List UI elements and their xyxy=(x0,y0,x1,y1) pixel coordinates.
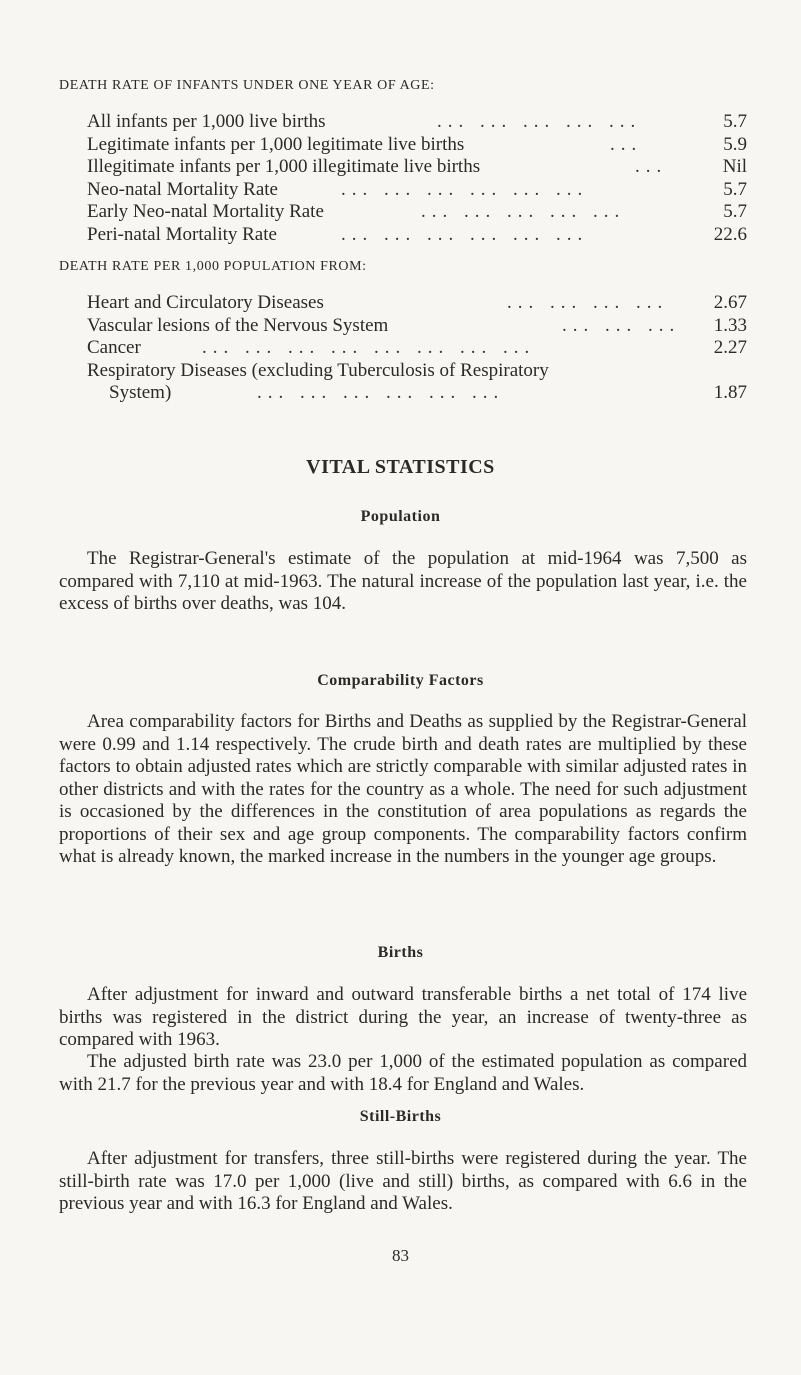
row-value: 5.7 xyxy=(723,111,747,132)
list-item xyxy=(87,134,747,157)
comparability-factors-paragraph: Area comparability factors for Births and Deaths as supplied by the Registrar-General were 0.99 and 1.14 respectively. The crude birth and death rates are multiplied by these factors to obtain adjusted rates which are strictly comparable with similar adjusted rates in other districts and with the rates for the country as a whole. The need for such adjustment is occasioned by the differences in the constitution of area populations as regards the proportions of their sex and age group components. The comparability factors confirm what is already known, the marked increase in the numbers in the younger age groups. xyxy=(59,711,747,867)
list-item xyxy=(87,292,747,315)
row-value: 1.87 xyxy=(713,382,747,403)
row-label: Cancer xyxy=(87,337,141,358)
population-paragraph: The Registrar-General's estimate of the population at mid-1964 was 7,500 as compared with 7,110 at mid-1963. The natural increase of the population last year, i.e. the excess of births over deaths, was 104. xyxy=(59,548,747,614)
row-label: Legitimate infants per 1,000 legitimate live births xyxy=(87,133,465,155)
leader-dots: ... ... ... ... ... xyxy=(437,111,642,132)
leader-dots: ... xyxy=(610,133,643,155)
population-death-rate-list xyxy=(87,292,747,405)
births-subheading: Births xyxy=(377,944,424,961)
row-label: All infants per 1,000 live births xyxy=(87,111,326,132)
row-value: 5.7 xyxy=(723,178,747,200)
row-value: Nil xyxy=(722,156,747,177)
leader-dots: ... ... ... ... ... ... xyxy=(257,382,505,403)
births-paragraph-1: After adjustment for inward and outward transferable births a net total of 174 live births was registered in the district during the year, an increase of twenty-three as compared with 1963. xyxy=(59,984,747,1050)
leader-dots: ... ... ... ... xyxy=(507,292,669,313)
row-value: 5.9 xyxy=(723,133,747,155)
leader-dots: ... ... ... ... ... xyxy=(421,201,626,222)
list-item xyxy=(87,156,747,179)
list-item xyxy=(87,179,747,202)
still-births-subheading: Still-Births xyxy=(359,1108,442,1125)
vital-statistics-title: VITAL STATISTICS xyxy=(306,456,495,478)
leader-dots: ... xyxy=(635,156,668,177)
still-births-paragraph: After adjustment for transfers, three still-births were registered during the year. The still-birth rate was 17.0 per 1,000 (live and still) births, as compared with 6.6 in the previous year and with 16.3 for England and Wales. xyxy=(59,1148,747,1214)
infant-death-rate-heading: DEATH RATE OF INFANTS UNDER ONE YEAR OF AGE: xyxy=(59,78,435,93)
row-label: Early Neo-natal Mortality Rate xyxy=(87,201,324,222)
list-item xyxy=(87,337,747,360)
row-label: Heart and Circulatory Diseases xyxy=(87,292,324,313)
leader-dots: ... ... ... ... ... ... xyxy=(341,223,589,245)
list-item xyxy=(87,224,747,247)
row-label: Illegitimate infants per 1,000 illegitimate live births xyxy=(87,156,481,177)
list-item xyxy=(87,360,747,383)
list-item xyxy=(87,111,747,134)
row-value: 1.33 xyxy=(713,314,747,336)
row-value: 2.27 xyxy=(713,337,747,358)
row-label: Vascular lesions of the Nervous System xyxy=(87,314,389,336)
comparability-factors-subheading: Comparability Factors xyxy=(317,672,484,689)
row-label: Peri-natal Mortality Rate xyxy=(87,223,277,245)
page-number: 83 xyxy=(392,1246,409,1265)
list-item xyxy=(87,315,747,338)
row-label: System) xyxy=(109,382,172,403)
leader-dots: ... ... ... ... ... ... xyxy=(341,178,589,200)
births-paragraph-2: The adjusted birth rate was 23.0 per 1,000 of the estimated population as compared with 21.7 for the previous year and with 18.4 for England and Wales. xyxy=(59,1051,747,1095)
population-subheading: Population xyxy=(360,508,441,525)
list-item xyxy=(87,201,747,224)
infant-death-rate-list xyxy=(87,111,747,246)
leader-dots: ... ... ... xyxy=(562,314,681,336)
list-item xyxy=(87,382,747,405)
population-death-rate-heading: DEATH RATE PER 1,000 POPULATION FROM: xyxy=(59,259,367,274)
leader-dots: ... ... ... ... ... ... ... ... xyxy=(202,337,536,358)
row-value: 5.7 xyxy=(723,201,747,222)
row-label: Neo-natal Mortality Rate xyxy=(87,178,278,200)
row-value: 22.6 xyxy=(713,223,747,245)
row-value: 2.67 xyxy=(713,292,747,313)
row-label: Respiratory Diseases (excluding Tuberculosis of Respiratory xyxy=(87,359,549,381)
